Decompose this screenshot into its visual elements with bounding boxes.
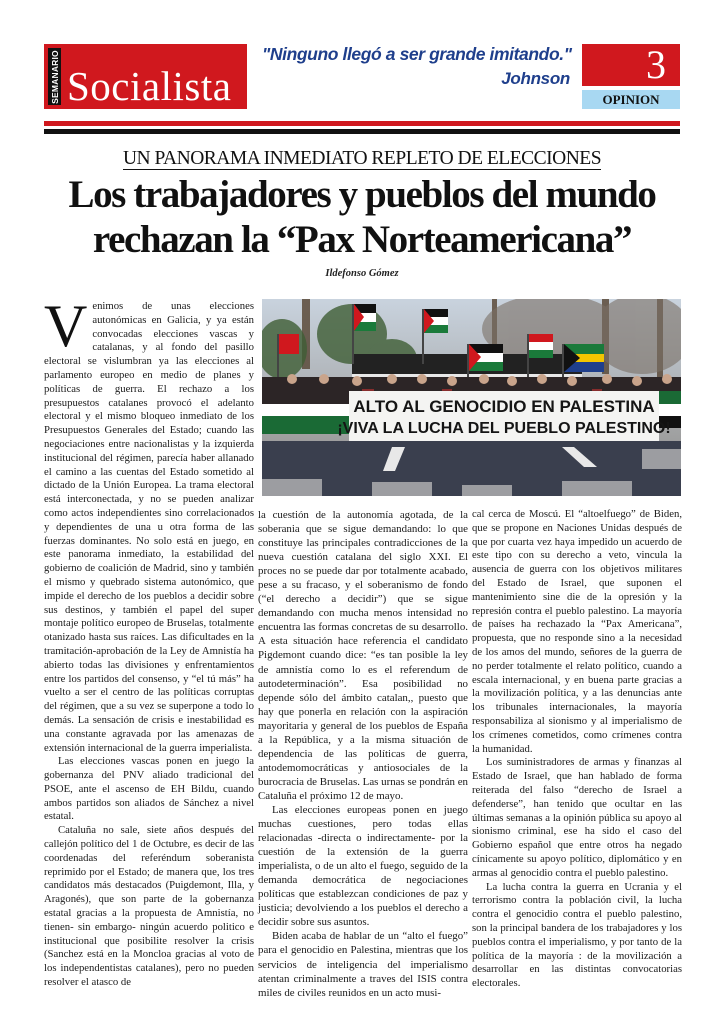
article-paragraph-7: La lucha contra la guerra en Ucrania y el terrorismo contra la población civil, la lucha contra el genocidio contra el pueblo palestino, son la principal bandera de los trabajadores y los pueblos contra el imperialismo, y por tanto de la política de la mayoría : de la movilización a desarrollar en las distintas convocatorias electorales. <box>472 880 682 990</box>
section-label: OPINION <box>582 90 680 109</box>
paragraph-1-text: enimos de unas elecciones autonómicas en Galicia, y ya están convocadas elecciones vascas y catalanas, y al fondo del pasillo electoral se vislumbran ya las elecciones al parlamento europeo en medio de planes y políticas de guerra. El rechazo a los presupuestos catalanes provocó el adelanto electoral y el mismo bloqueo inmediato de los Presupuestos Generales del Estado; cuando las negociaciones entre nacionalistas y la izquierda institucional del régimen, parecía haber allanado el camino a las cuentas del Estado sometido al dictado de la Unión Europea. La trama electoral está interconectada, y no se pueden analizar como actos independientes sino correlacionados y dependientes de una u otra forma de las fuerzas dominantes. No solo está en juego, en este panorama inmediato, la estabilidad del gobierno de coalición de Madrid, sino y también el mismo y quebrado sistema autonómico, que impide el derecho de los pueblos a decidir sobre sus destinos, y también el papel del super montaje político europeo de Bruselas, totalmente otanizado hasta sus raíces. Las dificultades en la tramitación-aprobación de la Ley de Amnistía ha abierto todas las divisiones y enfrentamientos entre los partidos del consenso, y “el tú más” ha vuelto a ser el centro de las políticas corruptas del régimen, que a su vez se superpone a todo lo demás. La sensación de crisis e inestabilidad es una constante agravada por las amenazas de extensión internacional de la guerra imperialista. <box>44 300 254 754</box>
masthead-logo <box>44 44 247 109</box>
article-paragraph-1 <box>44 293 254 755</box>
flag-band-right-white <box>657 404 681 416</box>
banner-line-1: ALTO AL GENOCIDIO EN PALESTINA <box>353 397 655 416</box>
page-number: 3 <box>646 42 666 87</box>
article-column-2 <box>258 508 468 1000</box>
epigraph-quote: "Ninguno llegó a ser grande imitando." <box>262 44 572 64</box>
headline-line-1: Los trabajadores y pueblos del mundo <box>68 173 656 216</box>
header-rule-black <box>44 129 680 134</box>
article-headline <box>44 172 680 262</box>
header-rule-red <box>44 121 680 126</box>
article-kicker <box>44 148 680 170</box>
masthead-title: Socialista <box>67 63 232 109</box>
article-byline: Ildefonso Gómez <box>325 268 399 279</box>
masthead-semanario-tag <box>48 48 61 105</box>
banner-line-2: ¡VIVA LA LUCHA DEL PUEBLO PALESTINO! <box>337 420 671 437</box>
article-column-1 <box>44 293 254 990</box>
page-number-box <box>582 44 680 86</box>
article-paragraph-3-continued: la cuestión de la autonomía agotada, de la soberania que se sigue demandando: lo que constituye las principales contradicciones de la nueva cuestión catalana del siglo XXI. El proces no se puede dar por totalmente acabado, pese a su fracaso, y el soberanismo de fondo (“el derecho a decidir”) que se sigue demandando con mucha menos intensidad no encuentra las formas concretas de su desarrollo. A esta situación hace referencia el candidato Pigdemont cuando dice: “es tan posible la ley de amnistía como lo es el referendum de autodeterminación”. Esa posibilidad no depende sólo del ámbito catalan,, puesto que hay que ponerla en relación con la aspiración mayoritaria y general de los pueblos de España a la República, y a la misma situación de dependencia de las políticas de guerra, antodemomocráticas y antiosociales de la burocracia de Bruselas. Las urnas se pondrán en Cataluña el próximo 12 de mayo. <box>258 509 468 802</box>
masthead-semanario-text: SEMANARIO <box>49 49 60 104</box>
article-photo <box>262 299 681 496</box>
protest-photo-illustration <box>262 299 681 496</box>
article-paragraph-5-continued: cal cerca de Moscú. El “altoelfuego” de Biden, que se propone en Naciones Unidas después de que por cuarta vez haya impedido un acuerdo de este tipo con su derecho a veto, vincula la ausencia de guerra con los objetivos militares del Estado de Israel, que suponen el mantenimiento sine die de la opresión y la represión contra el pueblo palestino. La mayoría de países ha rechazado la “Pax Americana”, propuesta, que no responde sino a la necesidad de los amos del mundo, señores de la guerra de no perder totalmente el relato político, cuando a escala internacional, y en buena parte gracias a la movilización política, y a las denuncias ante los tribunales internacionales, la mayoría responsabiliza al sionismo y al imperialismo de los crímenes cometidos, como crímenes contra la humanidad. <box>472 508 682 755</box>
article-kicker-text: UN PANORAMA INMEDIATO REPLETO DE ELECCIONES <box>122 148 602 169</box>
article-paragraph-3: Cataluña no sale, siete años después del callejón político del 1 de Octubre, es decir de las coordenadas del referéndum soberanista reprimido por el Estado; de manera que, los tres candidatos más destacados (Puigdemont, Illa, y Aragonés), que son parte de la gobernanza estatal gracias a la propuesta de Amnistía, no tienen- sin embargo- ningún acuerdo politico e institucional que posibilite resolver la crisis (Sanchez está en la Moncloa gracias al voto de los independentistas catalanes), pero no pueden resolver el atasco de <box>44 824 254 989</box>
article-paragraph-5: Biden acaba de hablar de un “alto el fuego” para el genocidio en Palestina, mientras que los servicios de inteligencia del imperialismo atentan criminalmente a traves del ISIS contra miles de civiles reunidos en un acto musi- <box>258 930 468 999</box>
flag-band-white <box>262 404 352 416</box>
article-paragraph-2: Las elecciones vascas ponen en juego la gobernanza del PNV aliado tradicional del PSOE, ante el ascenso de EH Bildu, cuando ambos partidos son aliados de Sánchez a nivel estatal. <box>44 755 254 823</box>
article-column-3 <box>472 508 682 991</box>
headline-line-2: rechazan la “Pax Norteamericana” <box>92 218 632 261</box>
article-paragraph-4: Las elecciones europeas ponen en juego muchas cuestiones, pero todas ellas relacionadas -directa o indirectamente- por la cuestión de la extensión de la guerra imperialista, o de un alto el fuego, seguido de la demanda democrática de negociaciones políticas que establezcan condiciones de paz y justicia; devolviendo a los pueblos el derecho a decidir sobre sus asuntos. <box>258 803 468 929</box>
drop-cap: V <box>44 293 88 359</box>
article-paragraph-6: Los suministradores de armas y finanzas al Estado de Israel, que han hablado de forma reiterada del falso “derecho de Israel a defenderse”, han tenido que ocultar en las últimas semanas a la opinión pública su apoyo al sionismo criminal, ese ha sido el caso del Gobierno español que entre otros ha negado cínicamente su apoyo político, diplomático y en armas al genocidio contra el pueblo palestino. <box>472 756 682 879</box>
epigraph-author: Johnson <box>501 69 570 88</box>
flag-band-right-green <box>657 391 681 404</box>
